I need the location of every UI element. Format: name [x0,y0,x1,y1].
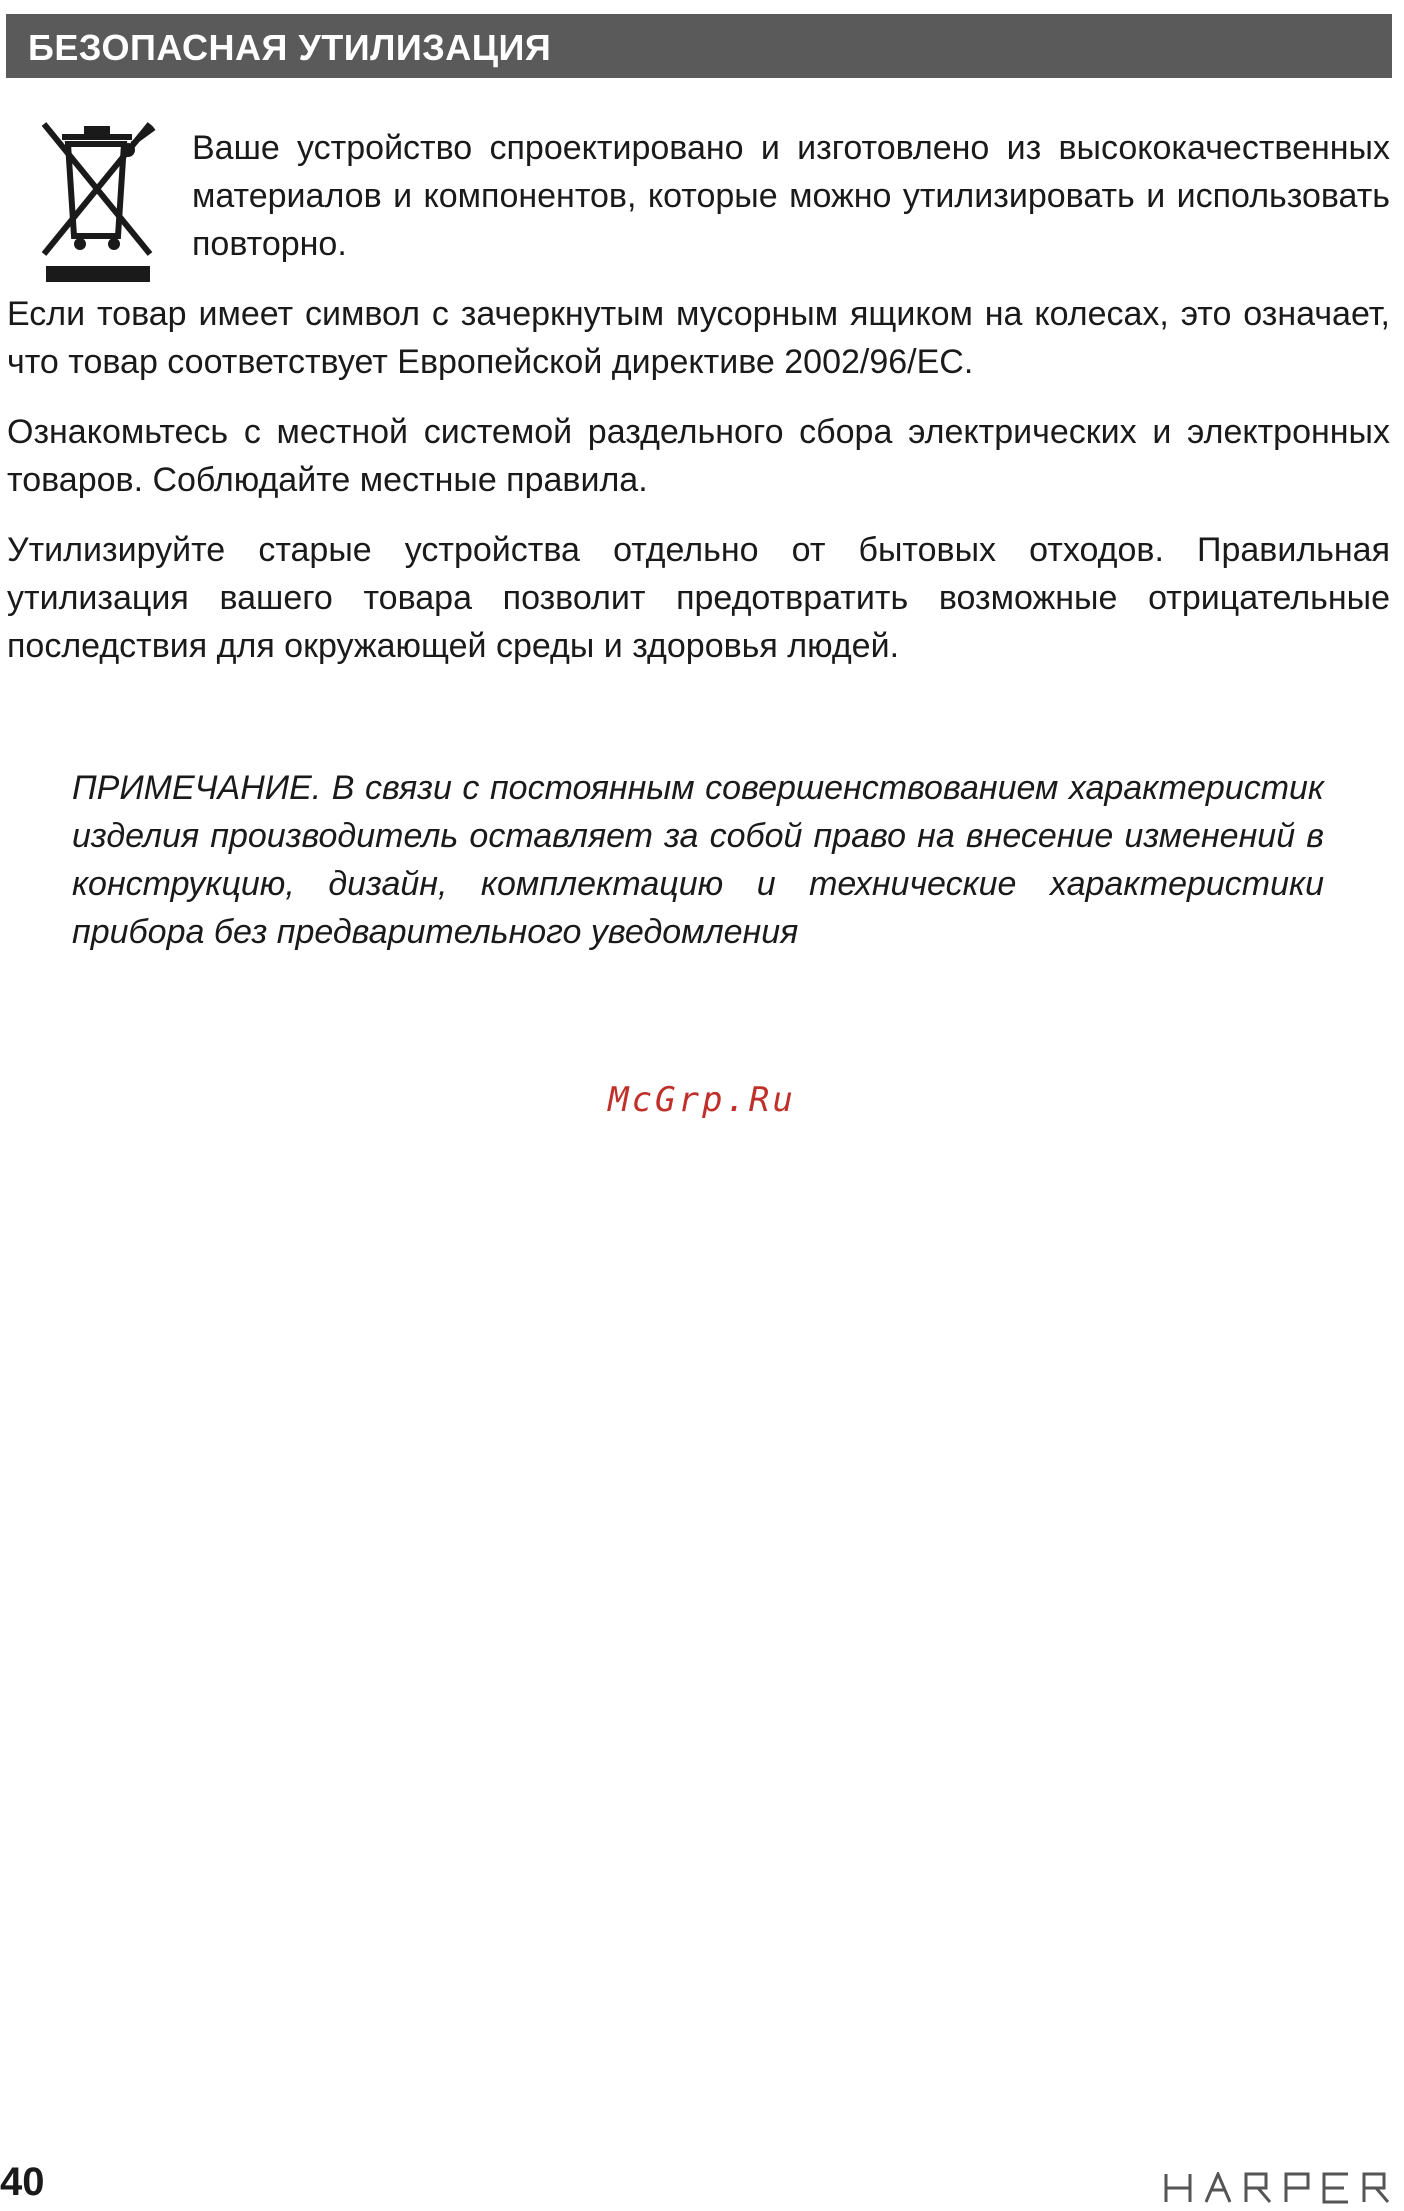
paragraph-materials: Ваше устройство спроектировано и изготовлено из высококачественных материалов и компонентов, которые можно утилизировать и использовать повторно. [192,129,1390,263]
paragraph-separate-disposal: Утилизируйте старые устройства отдельно от бытовых отходов. Правильная утилизация вашего товара позволит предотвратить возможные отрицательные последствия для окружающей среды и здоровья людей. [7,531,1390,665]
page-number: 40 [0,2160,45,2204]
watermark: McGrp.Ru [608,1080,796,1120]
crossed-out-wheeled-bin-icon [24,114,172,284]
paragraph-local-collection: Ознакомьтесь с местной системой раздельного сбора электрических и электронных товаров. Соблюдайте местные правила. [7,413,1390,499]
section-title: БЕЗОПАСНАЯ УТИЛИЗАЦИЯ [28,27,552,68]
harper-logo [1162,2172,1394,2204]
disposal-text [7,124,1390,670]
section-header [6,14,1392,78]
note-text: ПРИМЕЧАНИЕ. В связи с постоянным совершенствованием характеристик изделия производитель оставляет за собой право на внесение изменений в конструкцию, дизайн, комплектацию и технические характеристики прибора без предварительного уведомления [72,769,1324,951]
paragraph-directive: Если товар имеет символ с зачеркнутым мусорным ящиком на колесах, это означает, что товар соответствует Европейской директиве 2002/96/EC. [7,295,1390,381]
